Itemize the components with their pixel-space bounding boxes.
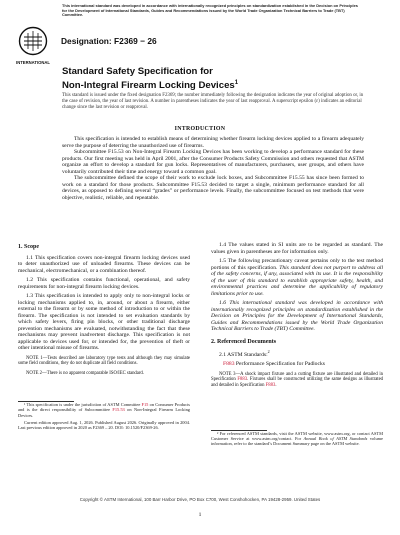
para-1-2: 1.2 This specification contains functional, operational, and safety requirements for non-integral firearm locking devices. — [18, 277, 190, 290]
note-3-f883-link-2[interactable]: F883 — [265, 383, 276, 389]
title-line-2 — [62, 78, 362, 92]
note-2: NOTE 2—There is no apparent comparable ISO/IEC standard. — [26, 370, 144, 376]
para-1-5 — [211, 258, 383, 297]
footnote-1-edition: Current edition approved Aug. 1, 2026. Published August 2026. Originally approved in 2004. Last previous edition approved in 2020 as F2369 – 20. DOI: 10.1520/F2369-26. — [18, 419, 190, 431]
standards-notice: This international standard was developed in accordance with internationally recognized principles on standardization established in the Decision on Principles for the Development of International Standards, Guides and Recommendations issued by the World Trade Organization Technical Barriers to Trade (TBT) Committee. — [62, 3, 358, 18]
note-3-text-c: . — [275, 383, 277, 389]
logo-text: INTERNATIONAL — [16, 60, 50, 65]
note-1: NOTE 1—Tests described are laboratory type tests and although they may simulate some field conditions, they do not duplicate all field conditions. — [18, 355, 190, 367]
title-footnote-marker: 1 — [234, 79, 239, 86]
para-2-1-footnote-marker: 2 — [267, 349, 270, 354]
intro-paragraph-1: This specification is intended to establish means of determining whether firearm locking devices applied to a firearm adequately serve the purpose of deterring the unauthorized use of firearms. — [62, 136, 364, 149]
footnote-2-text-b: volume information, refer to the standard’s Document Summary page on the ASTM website. — [211, 435, 383, 447]
title-line-2-text: Non-Integral Firearm Locking Devices — [62, 79, 235, 91]
footnote-1 — [18, 402, 190, 430]
subcommittee-f15-53-link[interactable]: F15.53 — [112, 407, 125, 413]
section-2-heading: 2. Referenced Documents — [211, 338, 277, 345]
document-title — [62, 66, 362, 91]
note-3-f883-link-1[interactable]: F883 — [237, 377, 248, 383]
note-3 — [211, 372, 383, 389]
referenced-standard-f883 — [211, 361, 383, 368]
footnote-2-annual-book: Annual Book of ASTM Standards — [303, 435, 368, 441]
f883-title: Performance Specification for Padlocks — [234, 361, 325, 368]
note-3-text-b: . Fixtures shall be constructed utilizing the same designs as illustrated and detailed in Specification — [211, 377, 383, 389]
footnote-2 — [211, 431, 383, 447]
footnote-1-text-b: on Consumer Products and is the direct responsibility of Subcommittee — [18, 402, 190, 413]
para-1-5-caveat: This standard does not purport to address all of the safety concerns, if any, associated with its use. It is the responsibility of the user of this standard to establish appropriate safety, health, and environmental practices and determine the applicability of regulatory limitations prior to use. — [211, 264, 384, 297]
astm-logo — [18, 26, 48, 68]
footnote-1-text-a: ¹ This specification is under the jurisdiction of ASTM Committee — [24, 402, 142, 408]
committee-f15-link[interactable]: F15 — [141, 402, 149, 408]
intro-paragraph-3: The subcommittee defined the scope of their work to exclude lock boxes, and Subcommittee F15.55 has since been formed to work on a standard for those products. Subcommittee F15.53 decided to target a single, minimum performance standard for all devices, as opposed to defining several “grades” or performance levels. Finally, the subcommittee focused on test methods that were objective, realistic, reliable, and repeatable. — [62, 175, 364, 201]
para-2-1 — [211, 349, 383, 358]
introduction-heading: INTRODUCTION — [174, 126, 226, 132]
intro-paragraph-2: Subcommittee F15.53 on Non-Integral Firearm Locking Devices has been working to develop a performance standard for these products. Our first meeting was held in April 2001, after the Consumer Products Safety Commission and others requested that ASTM organize an effort to develop a standard for gun locks. Representatives of manufacturers, purchasers, user groups, and others have voluntarily contributed their time and energy toward a common goal. — [62, 149, 364, 175]
para-1-5-text: 1.5 The following precautionary caveat pertains only to the test method portions of this specification. — [211, 258, 383, 271]
para-1-6: 1.6 This international standard was developed in accordance with internationally recognized principles on standardization established in the Decision on Principles for the Development of International Standards, Guides and Recommendations issued by the World Trade Organization Technical Barriers to Trade (TBT) Committee. — [211, 300, 383, 332]
para-1-4: 1.4 The values stated in SI units are to be regarded as standard. The values given in parentheses are for information only. — [211, 242, 383, 255]
section-1-heading: 1. Scope — [18, 244, 39, 250]
left-column — [18, 242, 190, 432]
standard-issue-note: This standard is issued under the fixed designation F2369; the number immediately following the designation indicates the year of original adoption or, in the case of revision, the year of last revision. A number in parentheses indicates the year of last reapproval. A superscript epsilon (ε) indicates an editorial change since the last revision or reapproval. — [62, 93, 364, 110]
f883-link[interactable]: F883 — [223, 361, 235, 368]
para-2-1-text: 2.1 ASTM Standards: — [219, 351, 268, 358]
designation: Designation: F2369 − 26 — [61, 36, 157, 46]
footnote-2-text-a: ² For referenced ASTM standards, visit the ASTM website, www.astm.org, or contact ASTM Customer Service at www.astm.org/contact. For — [211, 430, 383, 441]
right-column — [211, 242, 383, 448]
page-number: 1 — [198, 512, 202, 518]
note-3-text-a: NOTE 3—A shock impact fixture and a cutting fixture are illustrated and detailed in Specification — [211, 371, 383, 383]
introduction-body — [62, 136, 364, 201]
para-1-3: 1.3 This specification is intended to apply only to non-integral locks or locking mechanisms applied to, in, around, or about a firearm, either external to the firearm or by some method of introduction to or within the firearm. The specification is not intended to set evaluation standards by which safety levers, firing pin blocks, or other traditional discharge prevention mechanisms are evaluated, notwithstanding the fact that these mechanisms may prevent inadvertent discharge. This specification is not applicable to devices used for, or intended for, the prevention of theft or other intentional misuse of firearms. — [18, 293, 190, 351]
title-line-1: Standard Safety Specification for — [62, 66, 213, 77]
footnote-1-text-c: on Non-Integral Firearm Locking Devices. — [18, 407, 190, 418]
copyright-footer: Copyright © ASTM International, 100 Barr Harbor Drive, PO Box C700, West Conshohocken, PA 19428-2959. United States — [79, 497, 321, 502]
para-1-1: 1.1 This specification covers non-integral firearm locking devices used to deter unauthorized use of unloaded firearms. These devices can be mechanical, electromechanical, or a combination thereof. — [18, 254, 190, 274]
